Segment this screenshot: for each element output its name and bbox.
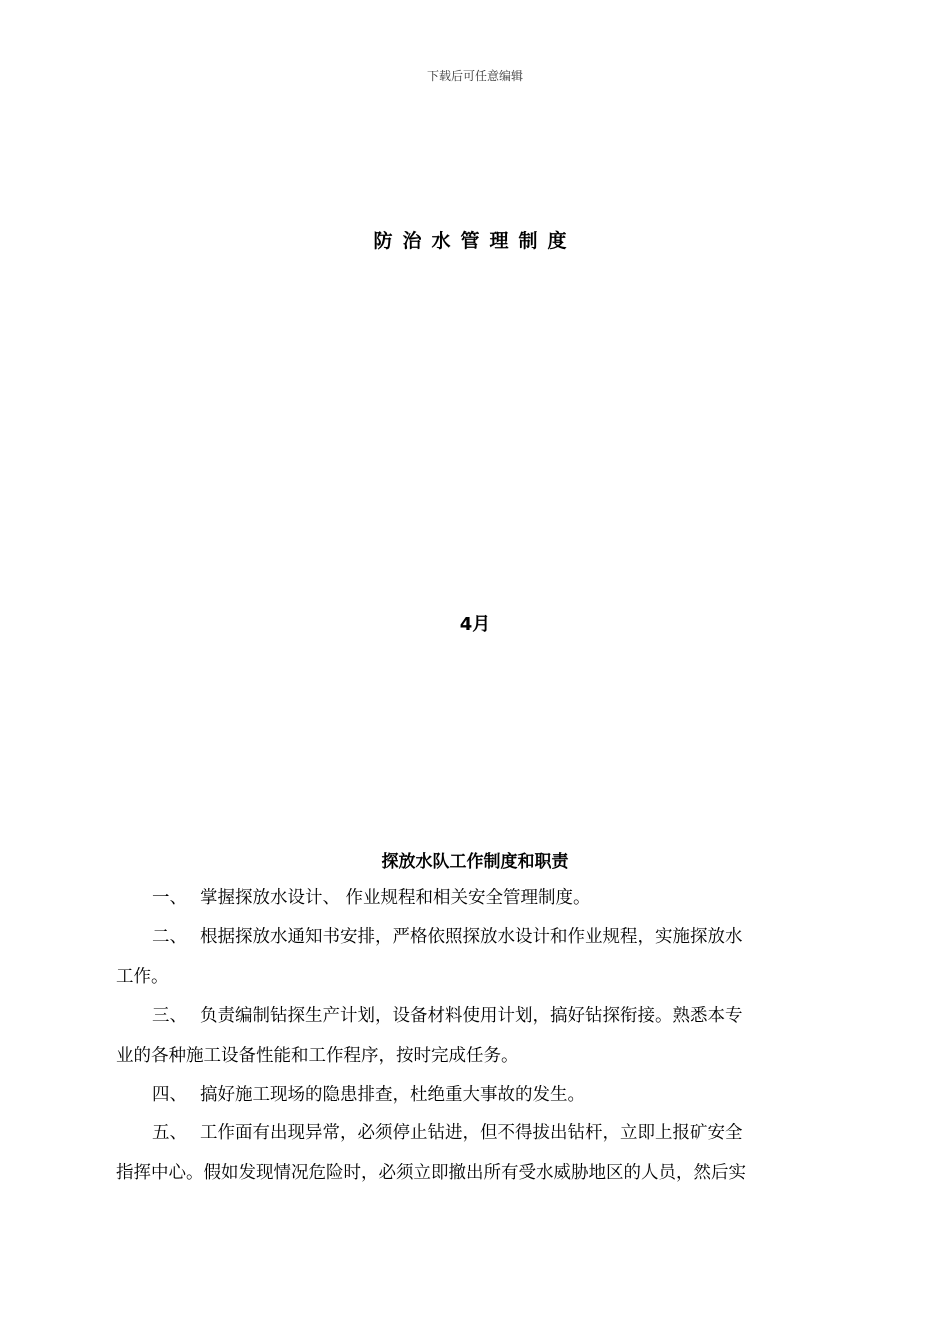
item-text: 负责编制钻探生产计划，设备材料使用计划，搞好钻探衔接。熟悉本专 [200, 1006, 743, 1026]
paragraph-line [116, 963, 169, 988]
paragraph-line [152, 1002, 743, 1027]
document-title: 防治水管理制度 [373, 230, 577, 252]
item-text: 根据探放水通知书安排，严格依照探放水设计和作业规程，实施探放水 [200, 927, 743, 947]
paragraph-line [116, 1042, 519, 1067]
item-number: 一、 [152, 888, 187, 908]
section-title: 探放水队工作制度和职责 [381, 852, 569, 872]
document-date: 4月 [459, 614, 491, 635]
paragraph-line [116, 1159, 746, 1184]
item-text: 掌握探放水设计、 作业规程和相关安全管理制度。 [200, 888, 591, 908]
item-number: 四、 [152, 1085, 187, 1105]
paragraph-line [152, 1119, 743, 1144]
item-number: 三、 [152, 1006, 187, 1026]
paragraph-line [152, 923, 743, 948]
item-text: 搞好施工现场的隐患排查，杜绝重大事故的发生。 [200, 1085, 585, 1105]
item-number: 二、 [152, 927, 187, 947]
page-header-note: 下载后可任意编辑 [426, 69, 523, 83]
item-text: 工作。 [116, 967, 169, 987]
item-text: 工作面有出现异常，必须停止钻进，但不得拔出钻杆，立即上报矿安全 [200, 1123, 743, 1143]
item-text: 业的各种施工设备性能和工作程序，按时完成任务。 [116, 1046, 519, 1066]
paragraph-line [152, 884, 591, 909]
paragraph-line [152, 1081, 585, 1106]
item-number: 五、 [152, 1123, 187, 1143]
item-text: 指挥中心。假如发现情况危险时，必须立即撤出所有受水威胁地区的人员，然后实 [116, 1163, 746, 1183]
